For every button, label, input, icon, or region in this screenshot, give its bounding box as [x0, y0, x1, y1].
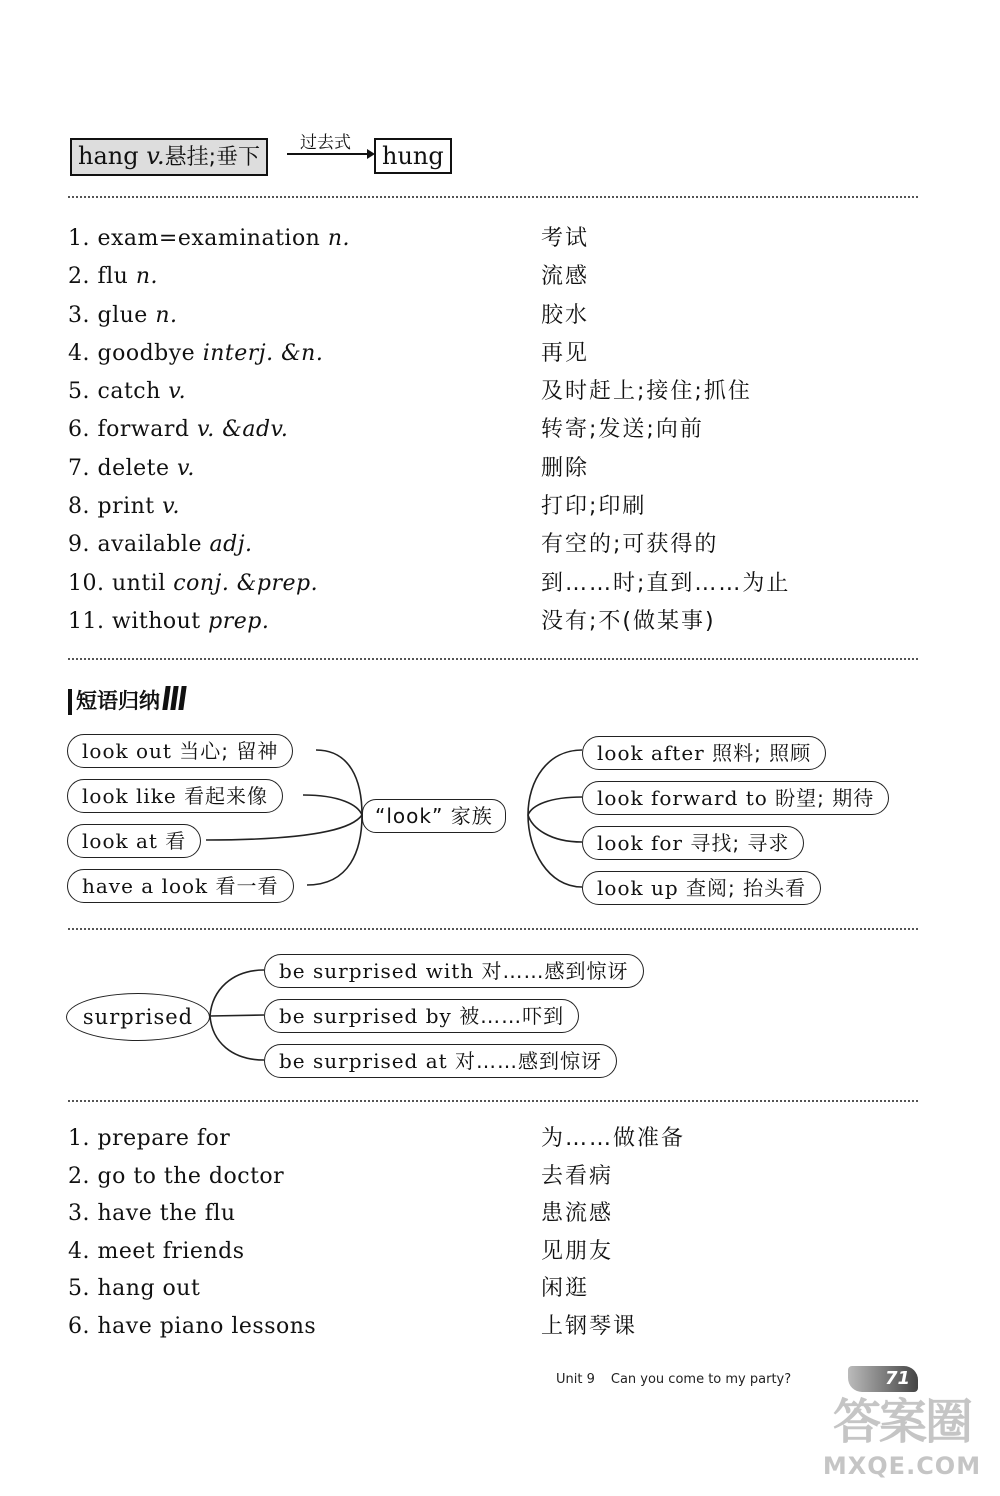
item-number: 10. [68, 570, 105, 596]
item-number: 7. [68, 455, 90, 481]
surprised-with-pill [264, 954, 644, 988]
item-pos: adj. [209, 532, 253, 558]
item-word: print [97, 494, 155, 520]
pill-cn: 看一看 [215, 874, 279, 898]
phrase-list [68, 1120, 918, 1345]
page-footer [556, 1372, 791, 1387]
item-number: 1. [68, 1126, 90, 1151]
item-meaning: 考试 [541, 226, 590, 251]
pill-cn: 对……感到惊讶 [455, 1049, 603, 1073]
item-word: catch [97, 379, 161, 405]
item-word: forward [97, 417, 190, 443]
item-number: 8. [68, 494, 90, 520]
connector-surprised-with [210, 970, 264, 1016]
item-word: flu [97, 264, 129, 290]
item-meaning: 有空的;可获得的 [541, 532, 719, 558]
page-number: 71 [848, 1366, 918, 1392]
divider [68, 1100, 918, 1102]
pill-cn: 对……感到惊讶 [481, 959, 629, 983]
pill-cn: 看 [165, 829, 187, 853]
item-meaning: 上钢琴课 [541, 1313, 638, 1339]
pill-en: look for [597, 831, 683, 855]
pill-cn: 当心; 留神 [179, 739, 279, 763]
pill-en: look up [597, 876, 679, 900]
item-meaning: 患流感 [541, 1201, 614, 1226]
past-verb: hung [382, 142, 444, 170]
item-pos: v. &adv. [196, 417, 289, 443]
item-meaning: 去看病 [541, 1163, 614, 1189]
watermark-url: MXQE.COM [822, 1452, 982, 1480]
list-item [68, 1158, 918, 1196]
item-meaning: 删除 [541, 455, 590, 481]
item-meaning: 闲逛 [541, 1276, 590, 1301]
pill-en: look like [82, 784, 177, 808]
item-word: until [112, 570, 166, 596]
item-meaning: 流感 [541, 264, 590, 290]
list-item [68, 1195, 918, 1233]
item-meaning: 再见 [541, 340, 590, 366]
connector-surprised-at [210, 1016, 264, 1060]
item-phrase: go to the doctor [97, 1163, 285, 1189]
pill-en: be surprised with [279, 959, 475, 983]
pill-cn: 寻找; 寻求 [690, 831, 790, 855]
item-pos: conj. &prep. [173, 570, 319, 596]
item-word: available [97, 532, 202, 558]
center-label: “look” 家族 [375, 804, 493, 828]
item-pos: n. [155, 302, 178, 328]
item-pos: n. [327, 226, 351, 251]
surprised-by-pill [264, 999, 579, 1033]
pill-en: have a look [82, 874, 209, 898]
item-meaning: 没有;不(做某事) [541, 608, 716, 634]
pill-en: look after [597, 741, 705, 765]
pill-en: look at [82, 829, 158, 853]
base-verb-meaning: 悬挂;垂下 [164, 145, 260, 170]
pill-en: look forward to [597, 786, 768, 810]
item-number: 6. [68, 417, 90, 443]
arrow-label: 过去式 [300, 133, 351, 153]
list-item [68, 1308, 918, 1346]
pill-en: be surprised by [279, 1004, 452, 1028]
item-word: exam=examination [97, 226, 321, 251]
item-number: 4. [68, 340, 90, 366]
pill-cn: 盼望; 期待 [775, 786, 875, 810]
item-phrase: hang out [97, 1276, 201, 1301]
item-phrase: prepare for [97, 1126, 231, 1151]
list-item [68, 1233, 918, 1271]
base-verb-pos: v. [146, 142, 165, 170]
item-phrase: meet friends [97, 1238, 245, 1264]
item-pos: v. [162, 494, 180, 520]
item-pos: v. [168, 379, 187, 405]
item-meaning: 胶水 [541, 302, 590, 328]
phrase-heading-text: 短语归纳 [76, 689, 160, 713]
item-meaning: 及时赶上;接住;抓住 [541, 379, 752, 405]
pill-cn: 照料; 照顾 [712, 741, 812, 765]
item-number: 3. [68, 302, 90, 328]
item-pos: n. [135, 264, 159, 290]
item-pos: interj. &n. [202, 340, 324, 366]
item-meaning: 转寄;发送;向前 [541, 417, 704, 443]
item-word: without [112, 608, 201, 634]
pill-cn: 查阅; 抬头看 [686, 876, 807, 900]
item-word: glue [97, 302, 148, 328]
surprised-center [66, 993, 210, 1041]
item-pos: prep. [208, 608, 270, 634]
pill-cn: 看起来像 [184, 784, 269, 808]
item-number: 11. [68, 608, 105, 634]
item-number: 9. [68, 532, 90, 558]
item-phrase: have piano lessons [97, 1313, 317, 1339]
watermark-logo: 答案圈 [832, 1394, 971, 1450]
item-number: 3. [68, 1201, 90, 1226]
item-meaning: 打印;印刷 [541, 494, 647, 520]
pill-en: look out [82, 739, 172, 763]
item-number: 5. [68, 1276, 90, 1301]
item-number: 6. [68, 1313, 90, 1339]
item-meaning: 为……做准备 [541, 1126, 686, 1151]
item-meaning: 到……时;直到……为止 [541, 570, 791, 596]
pill-cn: 被……吓到 [459, 1004, 565, 1028]
item-number: 1. [68, 226, 90, 251]
item-number: 2. [68, 1163, 90, 1189]
watermark [812, 1392, 992, 1488]
footer-unit: Unit 9 [556, 1372, 595, 1387]
item-word: goodbye [97, 340, 196, 366]
footer-title: Can you come to my party? [610, 1372, 792, 1387]
list-item [68, 1270, 918, 1308]
surprised-at-pill [264, 1044, 617, 1078]
pill-en: be surprised at [279, 1049, 448, 1073]
item-phrase: have the flu [97, 1201, 236, 1226]
item-meaning: 见朋友 [541, 1238, 614, 1264]
item-pos: v. [177, 455, 195, 481]
item-number: 4. [68, 1238, 90, 1264]
item-number: 5. [68, 379, 90, 405]
item-number: 2. [68, 264, 90, 290]
item-word: delete [97, 455, 170, 481]
base-verb: hang [78, 142, 139, 170]
list-item [68, 1120, 918, 1158]
surprised-center-label: surprised [82, 1005, 194, 1029]
connector-surprised-by [210, 1015, 264, 1016]
